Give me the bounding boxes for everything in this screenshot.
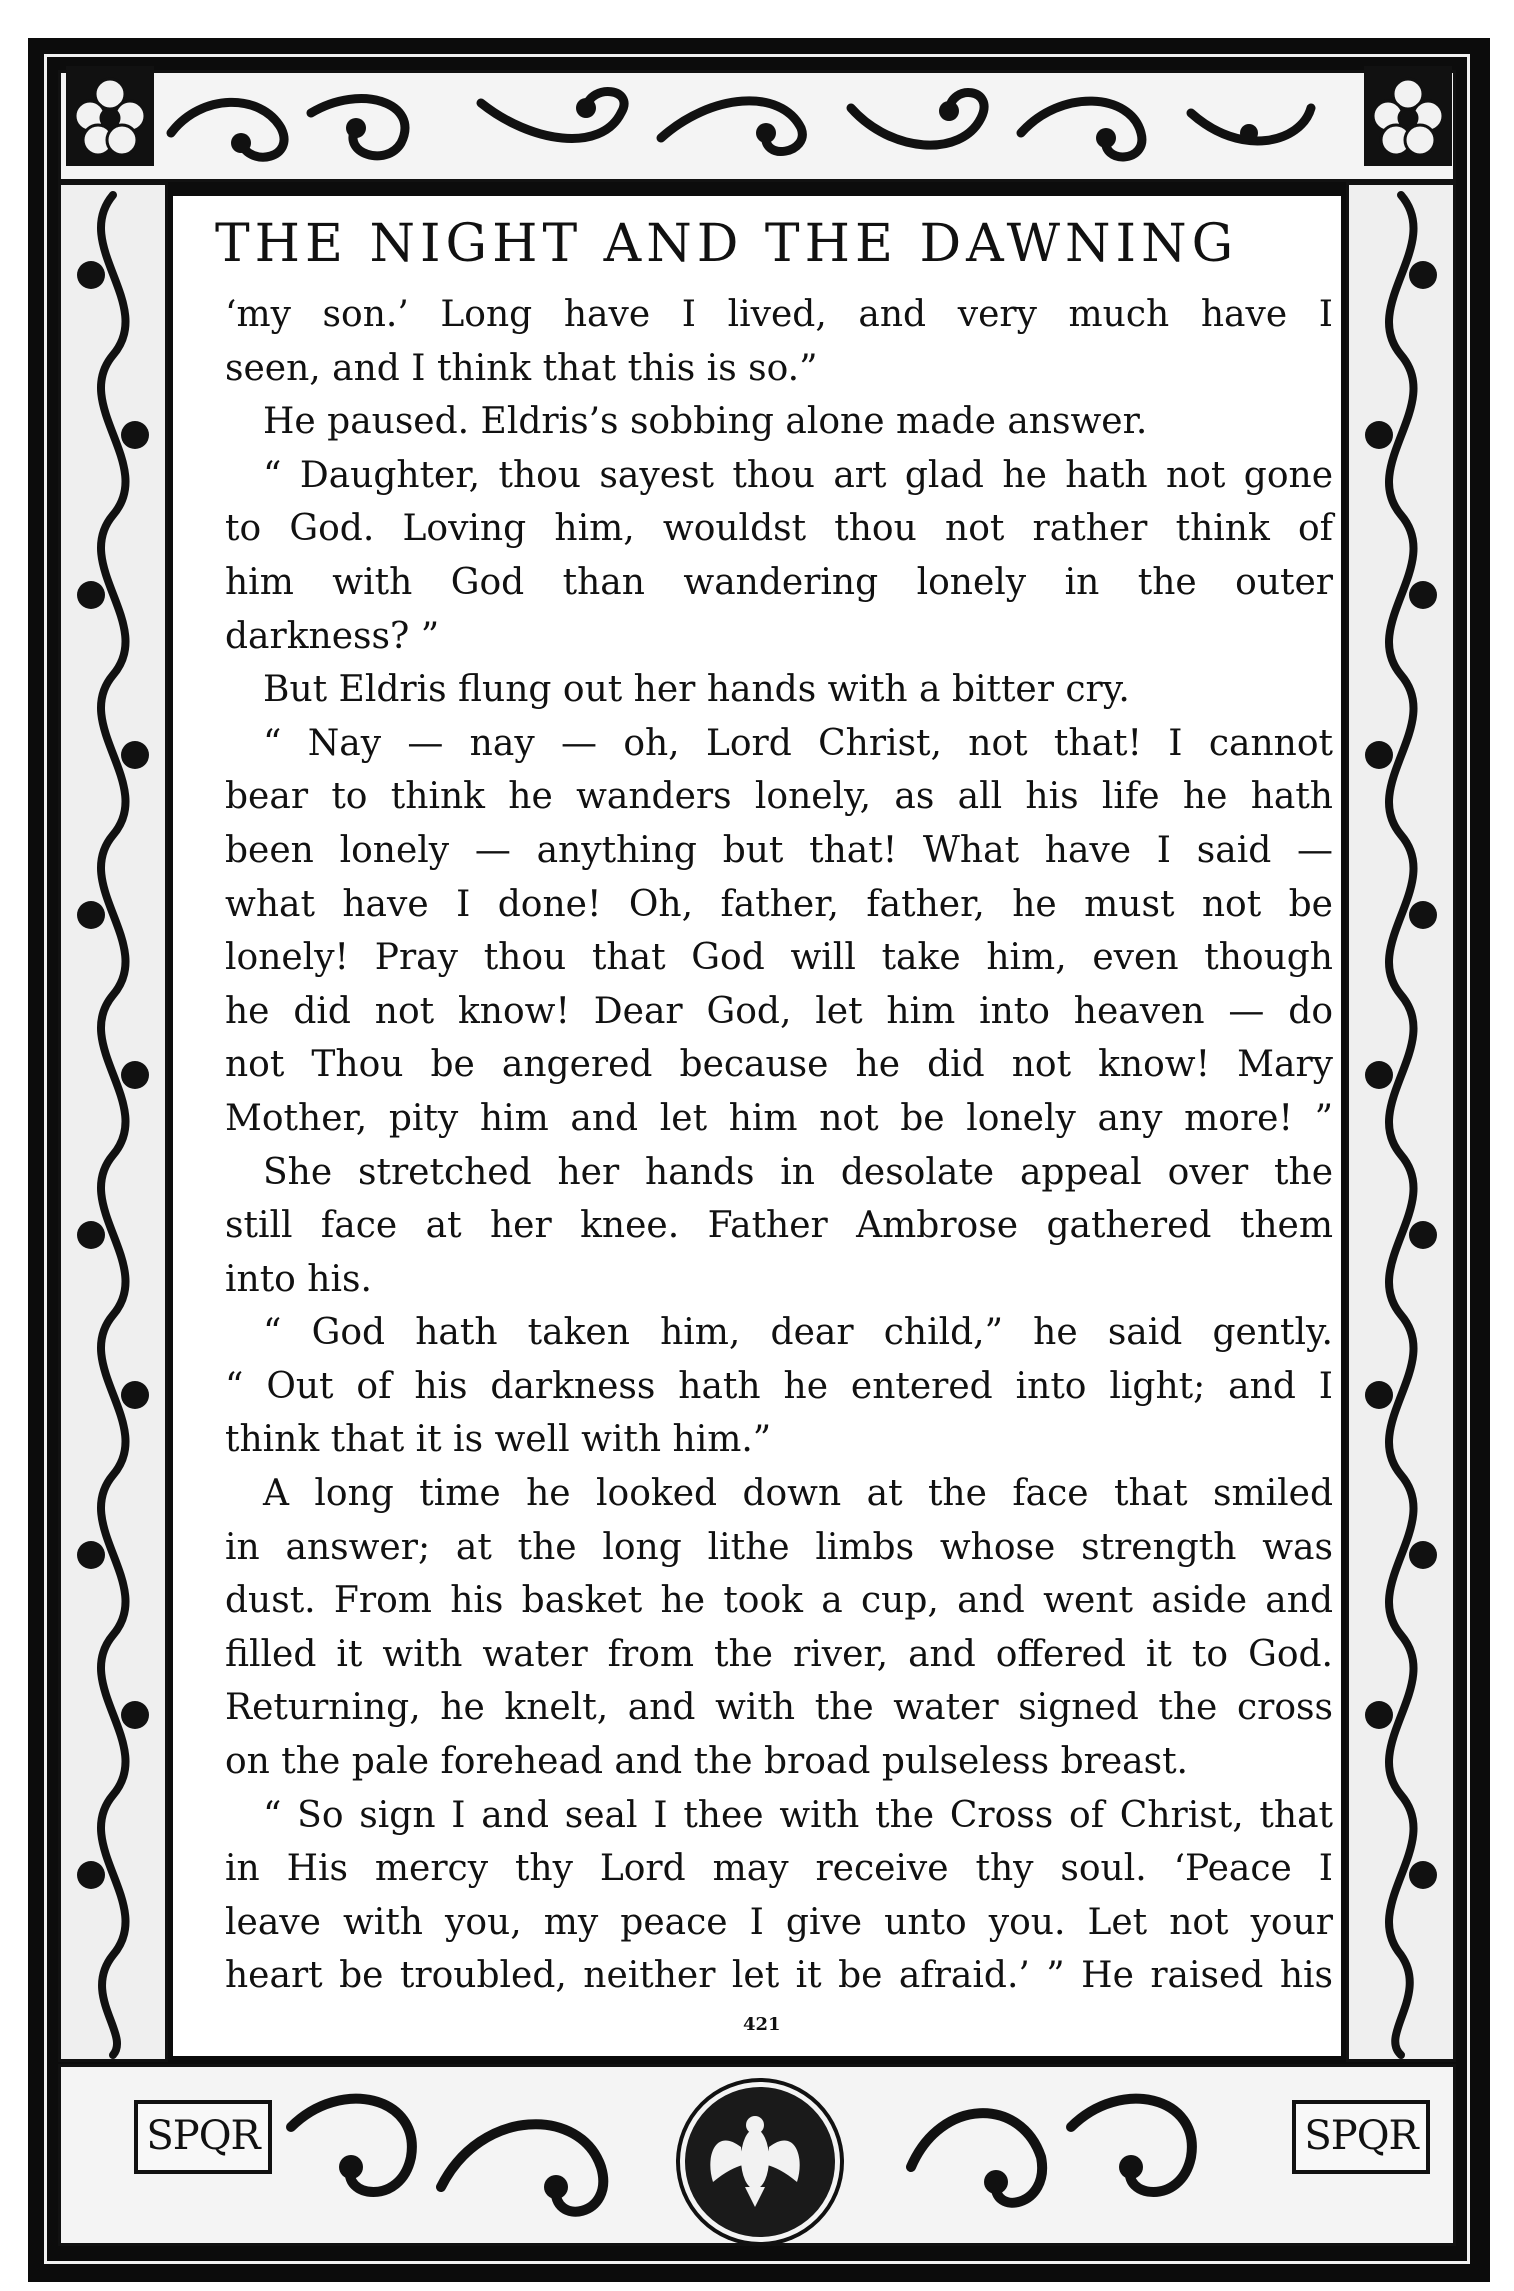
scroll-ornament-top — [61, 73, 1453, 179]
text-line: filled it with water from the river, and offered it to God. — [225, 1633, 1333, 1675]
text-line: Mother, pity him and let him not be lonely any more! ” — [225, 1097, 1333, 1139]
text-line: to God. Loving him, wouldst thou not rather think of — [225, 508, 1333, 550]
text-line: on the pale forehead and the broad pulseless breast. — [225, 1741, 1188, 1783]
text-line: He paused. Eldris’s sobbing alone made answer. — [263, 401, 1148, 443]
flower-icon — [1364, 66, 1452, 166]
text-line: seen, and I think that this is so.” — [225, 347, 818, 389]
left-ornament-column — [58, 182, 168, 2062]
top-ornament-band — [58, 70, 1456, 182]
text-line: She stretched her hands in desolate appeal over the — [263, 1151, 1333, 1193]
text-line: been lonely — anything but that! What have I said — — [225, 829, 1333, 871]
spqr-plaque-right: SPQR — [1292, 2100, 1430, 2174]
text-line: what have I done! Oh, father, father, he must not be — [225, 883, 1333, 925]
running-title: THE NIGHT AND THE DAWNING — [215, 214, 1239, 274]
text-line: he did not know! Dear God, let him into heaven — do — [225, 990, 1333, 1032]
page-number: 421 — [743, 2014, 781, 2035]
text-line: “ Daughter, thou sayest thou art glad he hath not gone — [263, 454, 1333, 496]
eagle-icon — [685, 2087, 825, 2227]
text-line: ‘my son.’ Long have I lived, and very much have I — [225, 294, 1333, 335]
text-line: lonely! Pray thou that God will take him, even though — [225, 937, 1333, 979]
flower-corner-right — [1364, 66, 1452, 166]
text-line: not Thou be angered because he did not know! Mary — [225, 1044, 1333, 1086]
flower-icon — [66, 66, 154, 166]
scroll-ornament-right — [1349, 185, 1453, 2059]
text-line: him with God than wandering lonely in the outer — [225, 561, 1333, 603]
text-line: heart be troubled, neither let it be afraid.’ ” He raised his — [225, 1955, 1333, 1997]
text-line: leave with you, my peace I give unto you. Let not your — [225, 1901, 1333, 1943]
eagle-medallion — [680, 2082, 840, 2242]
text-line: “ Out of his darkness hath he entered into light; and I — [225, 1365, 1333, 1407]
right-ornament-column — [1346, 182, 1456, 2062]
text-line: bear to think he wanders lonely, as all his life he hath — [225, 776, 1333, 818]
text-line: darkness? ” — [225, 615, 440, 657]
text-line: in His mercy thy Lord may receive thy soul. ‘Peace I — [225, 1848, 1333, 1890]
text-line: A long time he looked down at the face that smiled — [263, 1473, 1333, 1515]
body-text — [225, 288, 1333, 2003]
text-line: “ Nay — nay — oh, Lord Christ, not that! I cannot — [263, 722, 1333, 764]
text-line: Returning, he knelt, and with the water signed the cross — [225, 1687, 1333, 1729]
text-line: “ God hath taken him, dear child,” he said gently. — [263, 1312, 1333, 1354]
text-line: think that it is well with him.” — [225, 1419, 772, 1461]
text-line: “ So sign I and seal I thee with the Cross of Christ, that — [263, 1794, 1333, 1836]
text-line: in answer; at the long lithe limbs whose strength was — [225, 1526, 1333, 1568]
scroll-ornament-left — [61, 185, 165, 2059]
text-line: dust. From his basket he took a cup, and went aside and — [225, 1580, 1333, 1622]
text-line: into his. — [225, 1258, 372, 1300]
flower-corner-left — [66, 66, 154, 166]
text-page — [170, 193, 1344, 2059]
text-line: still face at her knee. Father Ambrose gathered them — [225, 1205, 1333, 1247]
text-line: But Eldris flung out her hands with a bitter cry. — [263, 669, 1130, 711]
spqr-plaque-left: SPQR — [134, 2100, 272, 2174]
